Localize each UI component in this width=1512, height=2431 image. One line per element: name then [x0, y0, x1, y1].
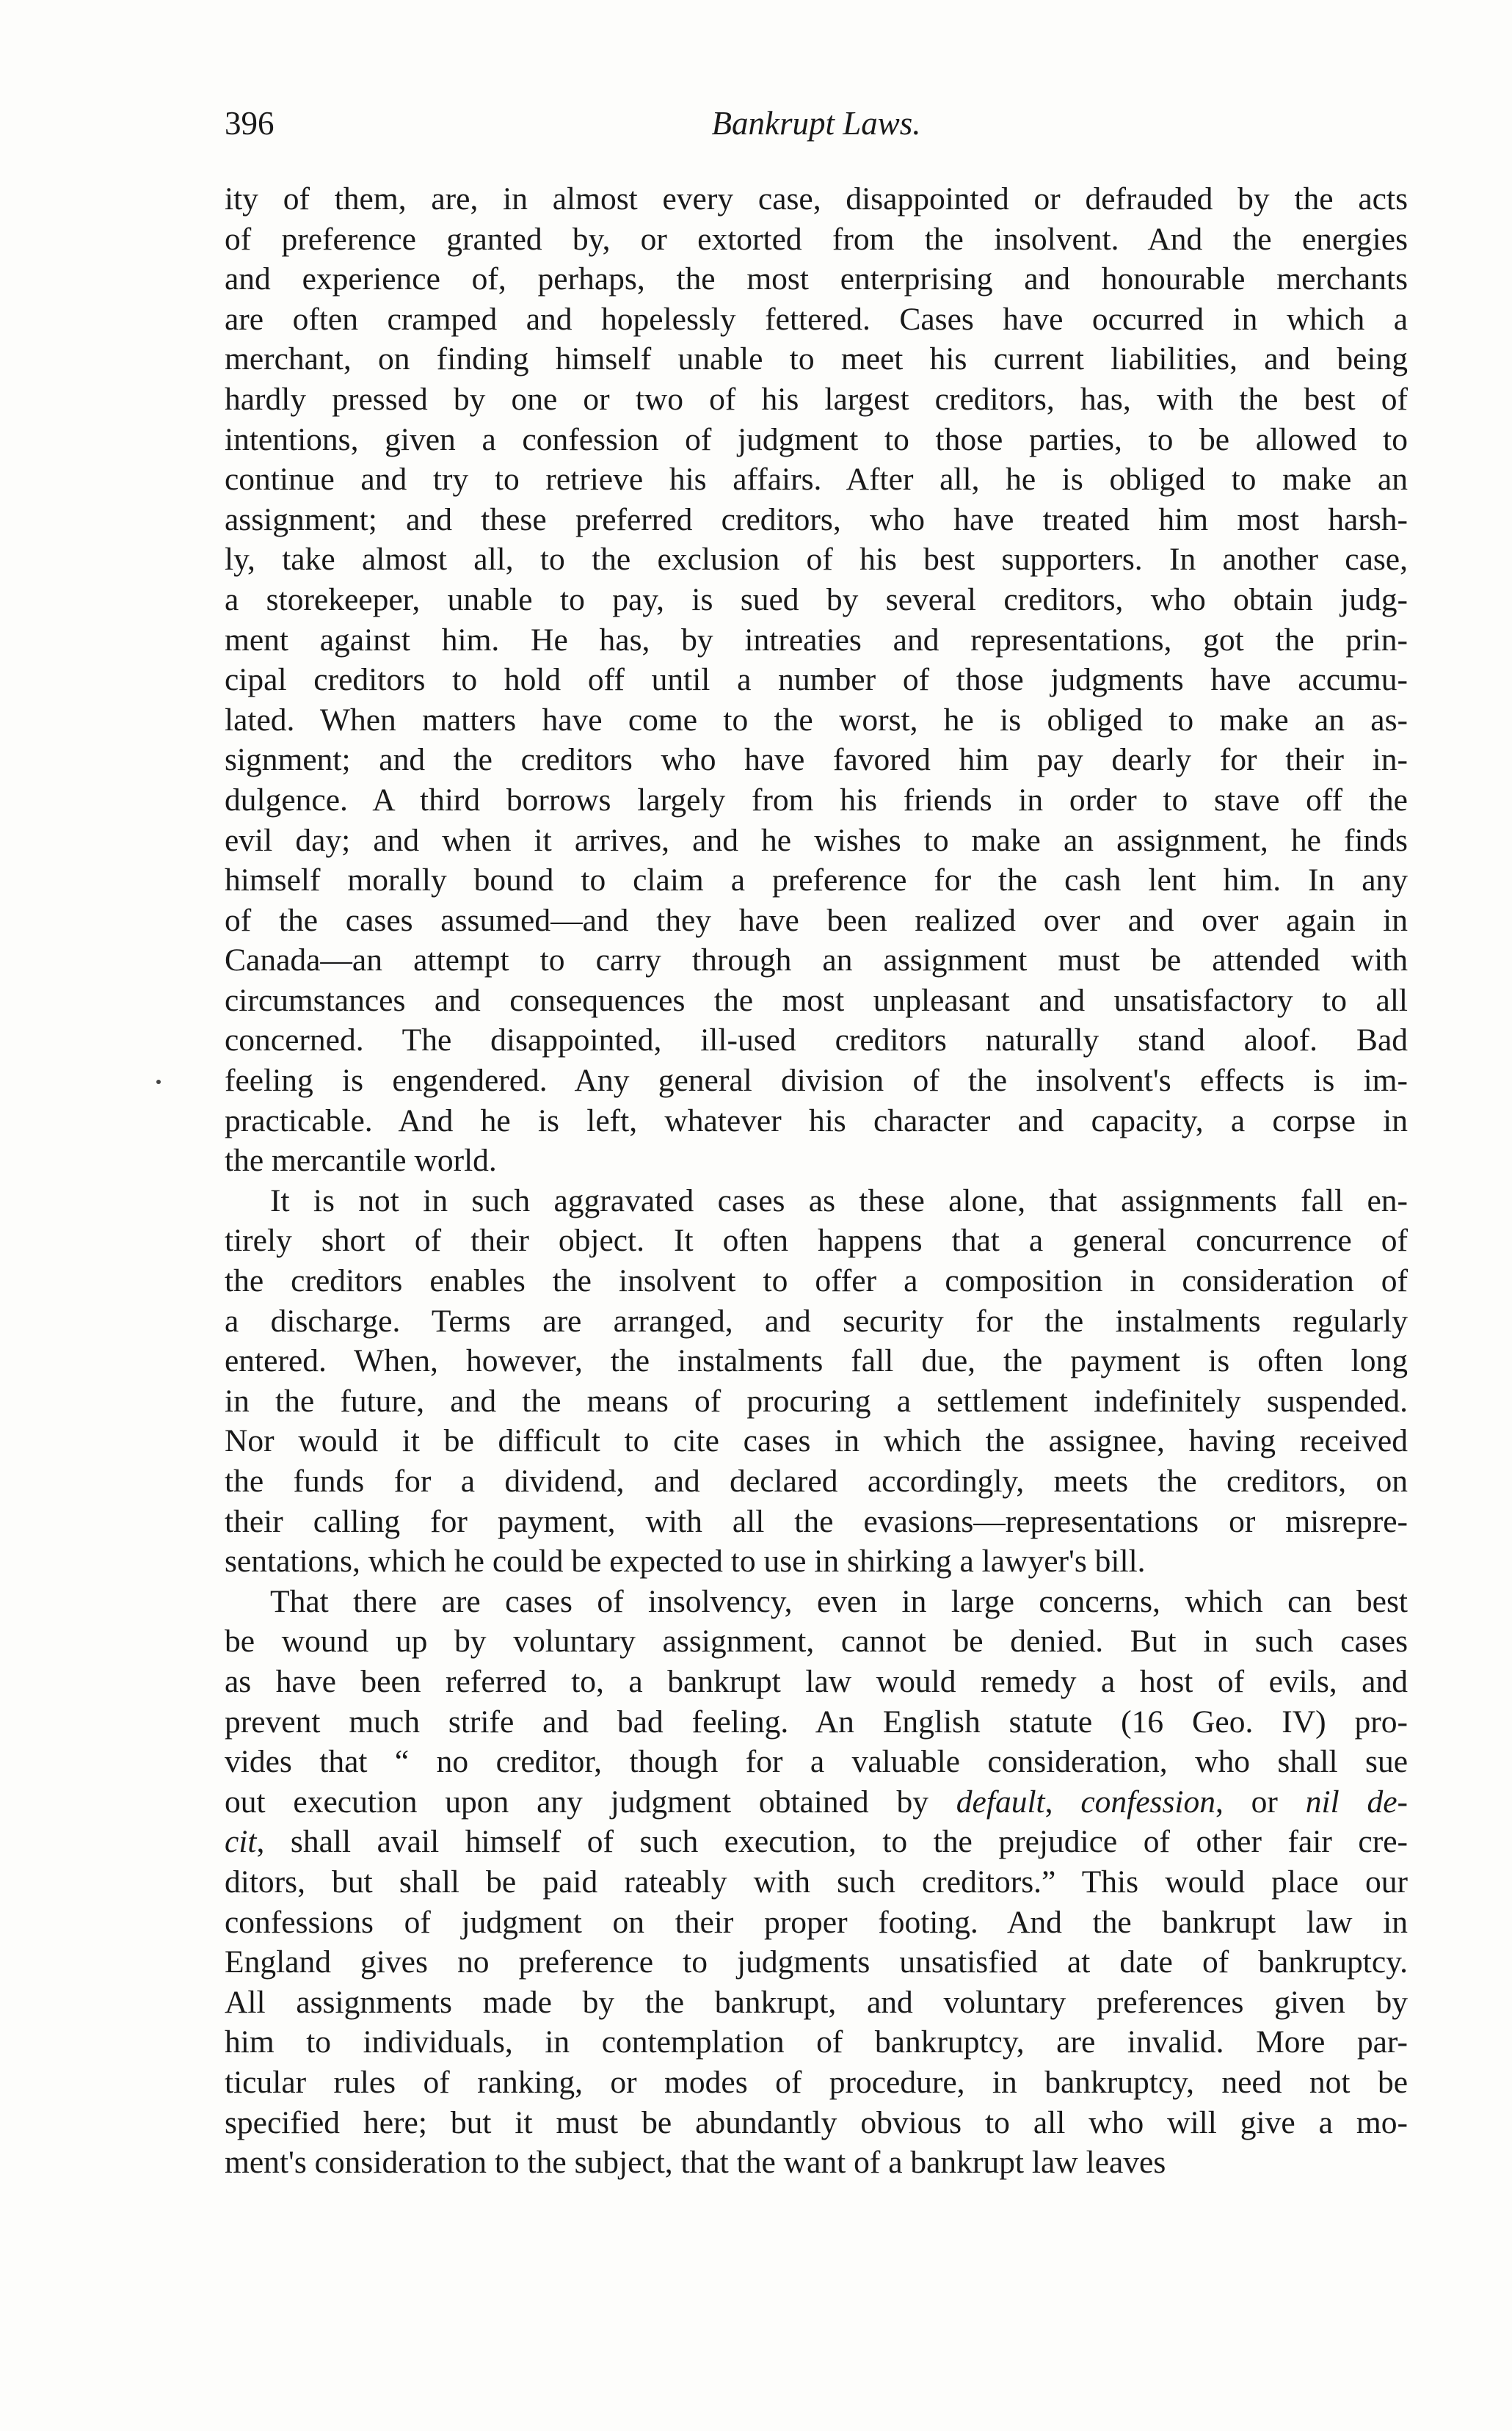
- text-line: ment's consideration to the subject, that the want of a bankrupt law leaves: [225, 2145, 1166, 2181]
- text-line: specified here; but it must be abundantly obvious to all who will give a mo-: [225, 2104, 1408, 2140]
- text-line: of the cases assumed—and they have been realized over and over again in: [225, 902, 1408, 938]
- text-line: hardly pressed by one or two of his largest creditors, has, with the best of: [225, 381, 1408, 417]
- text-line: out execution upon any judgment obtained by default, confession, or nil de-: [225, 1784, 1409, 1820]
- text-line: be wound up by voluntary assignment, cannot be denied. But in such cases: [225, 1624, 1408, 1660]
- text-line: tirely short of their object. It often happens that a general concurrence of: [225, 1223, 1408, 1259]
- text-line: Canada—an attempt to carry through an assignment must be attended with: [225, 942, 1408, 978]
- body-text: [225, 179, 1408, 2183]
- text-line: prevent much strife and bad feeling. An English statute (16 Geo. IV) pro-: [225, 1704, 1408, 1740]
- stray-ink-mark: [156, 1080, 161, 1084]
- text-line: concerned. The disappointed, ill-used creditors naturally stand aloof. Bad: [225, 1022, 1408, 1058]
- text-line: intentions, given a confession of judgment to those parties, to be allowed to: [225, 421, 1408, 457]
- text-line: confessions of judgment on their proper footing. And the bankrupt law in: [225, 1904, 1408, 1940]
- text-line: the funds for a dividend, and declared accordingly, meets the creditors, on: [225, 1464, 1408, 1499]
- text-line: entered. When, however, the instalments fall due, the payment is often long: [225, 1343, 1408, 1379]
- text-line: ity of them, are, in almost every case, disappointed or defrauded by the acts: [225, 181, 1408, 217]
- text-line: dulgence. A third borrows largely from his friends in order to stave off the: [225, 782, 1408, 818]
- text-line: a storekeeper, unable to pay, is sued by several creditors, who obtain judg-: [225, 581, 1408, 617]
- text-line: himself morally bound to claim a preference for the cash lent him. In any: [225, 862, 1408, 898]
- text-line: their calling for payment, with all the evasions—representations or misrepre-: [225, 1503, 1408, 1539]
- text-line: practicable. And he is left, whatever his character and capacity, a corpse in: [225, 1102, 1408, 1138]
- paragraph: [225, 179, 1408, 1181]
- text-line: ment against him. He has, by intreaties and representations, got the prin-: [225, 622, 1408, 658]
- text-line: merchant, on finding himself unable to meet his current liabilities, and being: [225, 341, 1408, 377]
- text-line: All assignments made by the bankrupt, and voluntary preferences given by: [225, 1984, 1408, 2020]
- page-number: 396: [225, 105, 275, 142]
- running-title: Bankrupt Laws.: [711, 105, 921, 142]
- text-line: are often cramped and hopelessly fettered. Cases have occurred in which a: [225, 301, 1408, 337]
- text-line: It is not in such aggravated cases as these alone, that assignments fall en-: [270, 1182, 1408, 1218]
- text-line: ditors, but shall be paid rateably with such creditors.” This would place our: [225, 1864, 1408, 1900]
- text-line: sentations, which he could be expected to use in shirking a lawyer's bill.: [225, 1544, 1146, 1580]
- text-line: circumstances and consequences the most unpleasant and unsatisfactory to all: [225, 982, 1408, 1018]
- text-line: Nor would it be difficult to cite cases in which the assignee, having received: [225, 1423, 1408, 1459]
- text-line: That there are cases of insolvency, even in large concerns, which can best: [270, 1583, 1408, 1619]
- text-line: and experience of, perhaps, the most enterprising and honourable merchants: [225, 261, 1408, 297]
- text-line: him to individuals, in contemplation of bankruptcy, are invalid. More par-: [225, 2024, 1408, 2060]
- text-line: evil day; and when it arrives, and he wishes to make an assignment, he finds: [225, 822, 1408, 858]
- text-line: ly, take almost all, to the exclusion of his best supporters. In another case,: [225, 542, 1408, 578]
- paragraph: [225, 1181, 1408, 1582]
- text-line: the mercantile world.: [225, 1143, 497, 1179]
- text-line: cit, shall avail himself of such execution, to the prejudice of other fair cre-: [225, 1824, 1408, 1860]
- text-line: in the future, and the means of procuring a settlement indefinitely suspended.: [225, 1383, 1408, 1419]
- text-line: continue and try to retrieve his affairs. After all, he is obliged to make an: [225, 462, 1408, 498]
- text-line: the creditors enables the insolvent to offer a composition in consideration of: [225, 1263, 1408, 1299]
- text-line: lated. When matters have come to the worst, he is obliged to make an as-: [225, 702, 1408, 738]
- running-head: [225, 101, 1408, 145]
- text-line: as have been referred to, a bankrupt law would remedy a host of evils, and: [225, 1663, 1408, 1699]
- paragraph: [225, 1582, 1408, 2183]
- text-line: a discharge. Terms are arranged, and security for the instalments regularly: [225, 1303, 1408, 1339]
- text-line: of preference granted by, or extorted from the insolvent. And the energies: [225, 221, 1408, 257]
- text-line: ticular rules of ranking, or modes of procedure, in bankruptcy, need not be: [225, 2064, 1408, 2100]
- text-line: signment; and the creditors who have favored him pay dearly for their in-: [225, 742, 1408, 778]
- text-line: vides that “ no creditor, though for a valuable consideration, who shall sue: [225, 1744, 1408, 1780]
- text-line: cipal creditors to hold off until a number of those judgments have accumu-: [225, 662, 1408, 698]
- text-line: feeling is engendered. Any general division of the insolvent's effects is im-: [225, 1063, 1408, 1099]
- text-line: assignment; and these preferred creditors, who have treated him most harsh-: [225, 501, 1408, 537]
- text-line: England gives no preference to judgments unsatisfied at date of bankruptcy.: [225, 1944, 1408, 1980]
